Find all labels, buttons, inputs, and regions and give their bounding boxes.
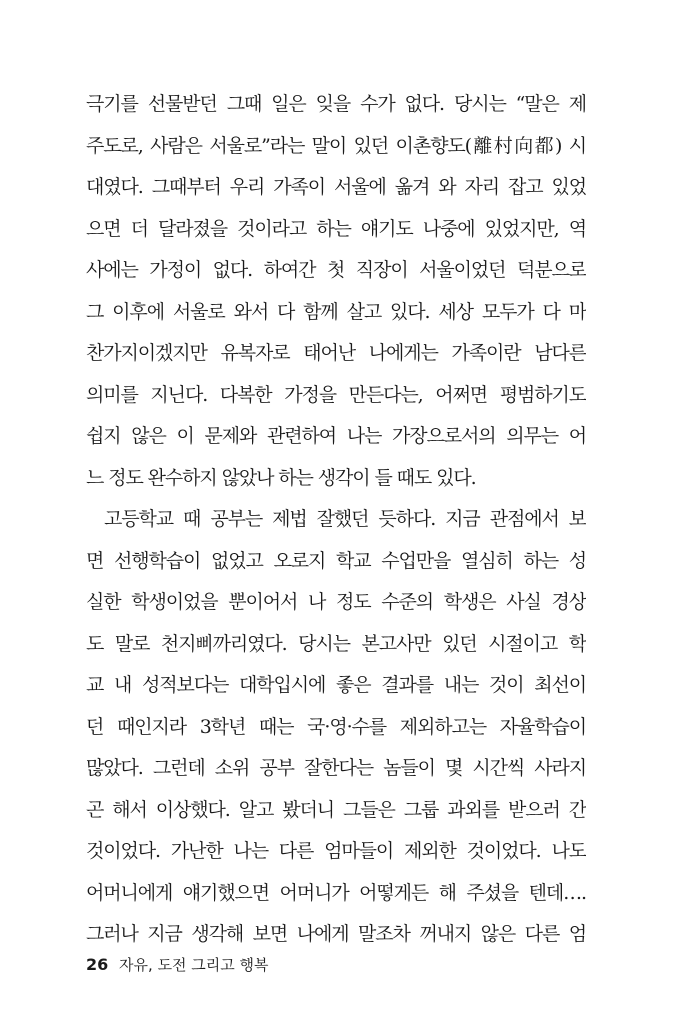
text-line: 많았다. 그런데 소위 공부 잘한다는 놈들이 몇 시간씩 사라지	[86, 757, 586, 779]
text-line: 사에는 가정이 없다. 하여간 첫 직장이 서울이었던 덕분으로	[86, 259, 586, 281]
text-line: 의미를 지닌다. 다복한 가정을 만든다는, 어쩌면 평범하기도	[86, 383, 586, 406]
text-line: 실한 학생이었을 뿐이어서 나 정도 수준의 학생은 사실 경상	[86, 591, 586, 613]
text-line: 쉽지 않은 이 문제와 관련하여 나는 가장으로서의 의무는 어	[86, 425, 586, 447]
text-line: 고등학교 때 공부는 제법 잘했던 듯하다. 지금 관점에서 보	[104, 508, 586, 530]
text-line: 어머니에게 얘기했으면 어머니가 어떻게든 해 주셨을 텐데….	[86, 881, 586, 904]
text-line: 그러나 지금 생각해 보면 나에게 말조차 꺼내지 않은 다른 엄	[86, 923, 586, 945]
text-line: 그 이후에 서울로 와서 다 함께 살고 있다. 세상 모두가 다 마	[86, 300, 586, 323]
text-line: 면 선행학습이 없었고 오로지 학교 수업만을 열심히 하는 성	[86, 549, 586, 572]
paragraph-2	[86, 499, 586, 956]
text-line: 곤 해서 이상했다. 알고 봤더니 그들은 그룹 과외를 받으러 간	[86, 798, 586, 821]
text-line: 찬가지이겠지만 유복자로 태어난 나에게는 가족이란 남다른	[86, 342, 586, 364]
text-line: 주도로, 사람은 서울로”라는 말이 있던 이촌향도(離村向都) 시	[86, 134, 586, 157]
text-line: 도 말로 천지삐까리였다. 당시는 본고사만 있던 시절이고 학	[86, 632, 586, 655]
running-title: 자유, 도전 그리고 행복	[119, 956, 269, 974]
page-number: 26	[86, 955, 109, 974]
text-line: 느 정도 완수하지 않았나 하는 생각이 들 때도 있다.	[86, 466, 476, 489]
text-line: 것이었다. 가난한 나는 다른 엄마들이 제외한 것이었다. 나도	[86, 840, 586, 862]
page-footer	[86, 954, 269, 975]
text-line: 으면 더 달라졌을 것이라고 하는 얘기도 나중에 있었지만, 역	[86, 217, 586, 240]
text-line: 대였다. 그때부터 우리 가족이 서울에 옮겨 와 자리 잡고 있었	[86, 176, 586, 198]
body-text	[86, 84, 586, 956]
text-line: 극기를 선물받던 그때 일은 잊을 수가 없다. 당시는 “말은 제	[86, 93, 586, 115]
text-line: 던 때인지라 3학년 때는 국·영·수를 제외하고는 자율학습이	[86, 715, 586, 738]
paragraph-1	[86, 84, 586, 499]
text-line: 교 내 성적보다는 대학입시에 좋은 결과를 내는 것이 최선이	[86, 674, 586, 696]
